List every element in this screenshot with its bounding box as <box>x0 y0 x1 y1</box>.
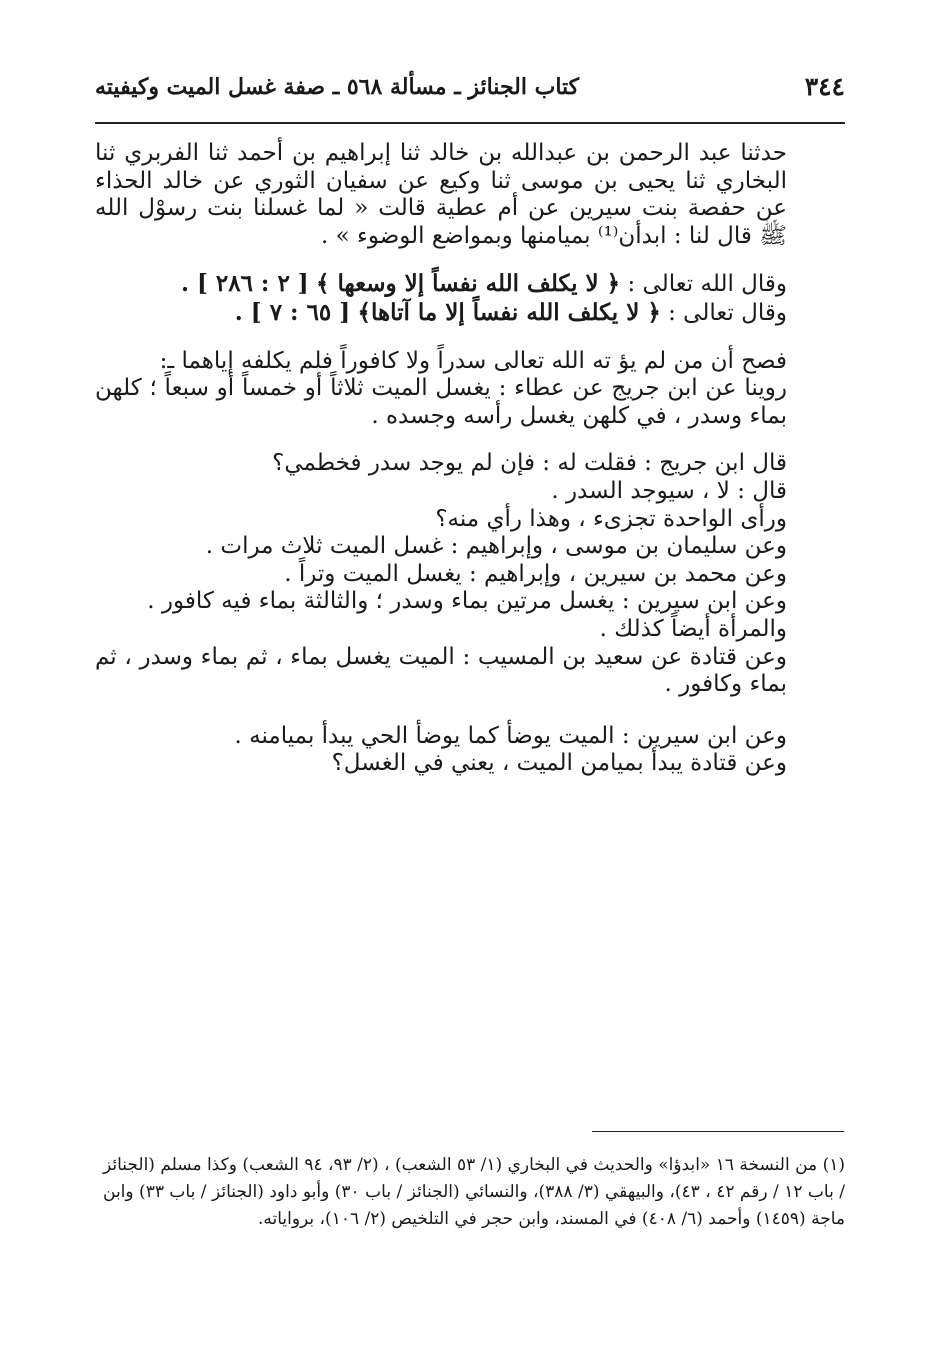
narration-line: وعن محمد بن سيرين ، وإبراهيم : يغسل الميت وتراً . <box>284 560 787 587</box>
verse-reference: [ ٢ : ٢٨٦ ] . <box>180 270 309 298</box>
footnotes <box>103 1152 845 1234</box>
narration-line: وعن سليمان بن موسى ، وإبراهيم : غسل الميت ثلاث مرات . <box>205 533 787 560</box>
conclusion-line: فصح أن من لم يؤ ته الله تعالى سدراً ولا كافوراً فلم يكلفه إياهما ـ: <box>159 347 787 374</box>
verse-reference: [ ٦٥ : ٧ ] . <box>234 298 351 326</box>
page-header <box>95 72 845 112</box>
main-text <box>95 140 845 778</box>
footnote-1: (١) من النسخة ١٦ «ابدؤا» والحديث في البخاري (١/ ٥٣ الشعب) ، (٢/ ٩٣، ٩٤ الشعب) وكذا مسلم (الجنائز / باب ١٢ / رقم ٤٢ ، ٤٣)، والبيهقي (٣/ ٣٨٨)، والنسائي (الجنائز / باب ٣٠) وأبو داود (الجنائز / باب ٣٣) وابن ماجة (١٤٥٩) وأحمد (٦/ ٤٠٨) في المسند، وابن حجر في التلخيص (٢/ ١٠٦)، برواياته. <box>103 1155 846 1230</box>
narration-line: وعن ابن سيرين : الميت يوضأ كما يوضأ الحي يبدأ بميامنه . <box>234 722 787 749</box>
narration-line: قال : لا ، سيوجد السدر . <box>551 477 787 504</box>
header-rule <box>95 122 845 124</box>
narration-paragraph: وعن قتادة عن سعيد بن المسيب : الميت يغسل بماء ، ثم بماء وسدر ، ثم بماء وكافور . <box>95 643 787 698</box>
quran-citation-2 <box>95 299 787 328</box>
hadith-paragraph: حدثنا عبد الرحمن بن عبدالله بن خالد ثنا إبراهيم بن أحمد ثنا الفربري ثنا البخاري ثنا يحيى بن موسى ثنا وكيع عن سفيان الثوري عن خالد الحذاء عن حفصة بنت سيرين عن أم عطية قالت « لما غسلنا بنت رسوْل الله ﷺ قال لنا : ابدأن⁽¹⁾ بميامنها وبمواضع الوضوء » . <box>95 140 787 249</box>
narration-line: وعن ابن سيرين : يغسل مرتين بماء وسدر ؛ والثالثة بماء فيه كافور . <box>147 588 787 615</box>
narration-line: ورأى الواحدة تجزىء ، وهذا رأي منه؟ <box>435 505 787 532</box>
narration-line: والمرأة أيضاً كذلك . <box>599 615 787 642</box>
footnote-rule <box>592 1131 844 1132</box>
narration-paragraph: روينا عن ابن جريج عن عطاء : يغسل الميت ثلاثاً أو خمساً أو سبعاً ؛ كلهن بماء وسدر ، في كلهن يغسل رأسه وجسده . <box>95 375 787 429</box>
quran-verse: ﴿ لا يكلف الله نفساً إلا وسعها ﴾ <box>316 270 621 298</box>
narration-line: قال ابن جريج : فقلت له : فإن لم يوجد سدر فخطمي؟ <box>272 450 787 477</box>
quran-citation-1 <box>95 270 787 299</box>
running-title: كتاب الجنائز ـ مسألة ٥٦٨ ـ صفة غسل الميت وكيفيته <box>95 74 580 100</box>
page-number: ٣٤٤ <box>804 72 845 101</box>
quran-verse: ﴿ لا يكلف الله نفساً إلا ما آتاها﴾ <box>357 298 661 326</box>
citation-prefix: وقال تعالى : <box>668 299 787 326</box>
citation-prefix: وقال الله تعالى : <box>627 271 787 298</box>
narration-line: وعن قتادة يبدأ بميامن الميت ، يعني في الغسل؟ <box>331 750 787 777</box>
